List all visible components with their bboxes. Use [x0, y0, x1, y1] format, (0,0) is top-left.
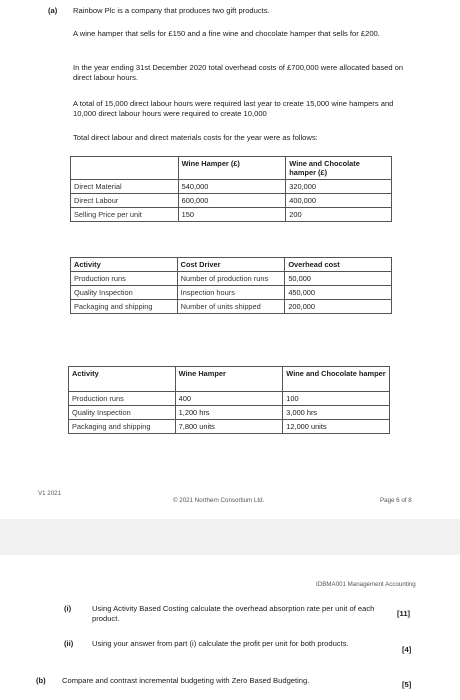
table-cell: Production runs: [71, 272, 178, 286]
table-cell: 50,000: [285, 272, 392, 286]
table-cell: Inspection hours: [177, 286, 285, 300]
table-cell: 200: [286, 208, 392, 222]
costs-table: [70, 156, 392, 222]
paragraph-hampers: A wine hamper that sells for £150 and a fine wine and chocolate hamper that sells for £200.: [73, 29, 380, 38]
table-header-cell: Cost Driver: [177, 258, 285, 272]
table-cell: Production runs: [69, 392, 176, 406]
table-cell: Quality Inspection: [71, 286, 178, 300]
table-cell: Direct Labour: [71, 194, 179, 208]
activity-cost-table: [70, 257, 392, 314]
marks-label: [11]: [397, 609, 411, 618]
sub-question-text: Using your answer from part (i) calculate the profit per unit for both products.: [92, 639, 349, 648]
table-row: [71, 194, 392, 208]
sub-question-text: Using Activity Based Costing calculate the overhead absorption rate per unit of each product.: [92, 604, 375, 623]
table-header-cell: Wine and Chocolate hamper: [283, 367, 390, 392]
table-cell: 400: [175, 392, 283, 406]
paragraph-labour-hours: A total of 15,000 direct labour hours were required last year to create 15,000 wine hampers and 10,000 direct labour hours were required to create 10,000: [73, 99, 394, 118]
question-b-text: Compare and contrast incremental budgeting with Zero Based Budgeting.: [62, 676, 310, 685]
version-label: V1 2021: [38, 490, 62, 497]
table-cell: 12,000 units: [283, 420, 390, 434]
table-cell: 400,000: [286, 194, 392, 208]
page-number: Page 6 of 8: [380, 497, 412, 504]
table-row: [71, 208, 392, 222]
table-header-row: [69, 367, 390, 392]
table-cell: Packaging and shipping: [69, 420, 176, 434]
table-row: [69, 406, 390, 420]
table-cell: Quality Inspection: [69, 406, 176, 420]
table-header-row: [71, 258, 392, 272]
page-break: [0, 519, 460, 555]
paragraph-costs-intro: Total direct labour and direct materials costs for the year were as follows:: [73, 133, 318, 142]
marks-label: [4]: [402, 645, 412, 654]
table-header-row: [71, 157, 392, 180]
table-cell: 450,000: [285, 286, 392, 300]
table-cell: Direct Material: [71, 180, 179, 194]
paragraph-overheads: In the year ending 31st December 2020 total overhead costs of £700,000 were allocated based on direct labour hours.: [73, 63, 404, 82]
table-cell: Selling Price per unit: [71, 208, 179, 222]
question-a-marker: (a): [48, 6, 58, 15]
marks-label: [5]: [402, 680, 412, 689]
table-cell: 320,000: [286, 180, 392, 194]
table-cell: Packaging and shipping: [71, 300, 178, 314]
table-row: [69, 420, 390, 434]
table-cell: 150: [178, 208, 286, 222]
table-cell: 200,000: [285, 300, 392, 314]
table-cell: Number of production runs: [177, 272, 285, 286]
table-cell: 1,200 hrs: [175, 406, 283, 420]
module-header: IDBMA001 Management Accounting: [316, 581, 416, 588]
table-cell: 100: [283, 392, 390, 406]
question-b-marker: (b): [36, 676, 46, 685]
table-header-cell: Wine and Chocolate hamper (£): [286, 157, 392, 180]
sub-question-marker: (ii): [64, 639, 74, 648]
table-cell: 3,000 hrs: [283, 406, 390, 420]
activity-usage-table: [68, 366, 390, 434]
table-header-cell: Overhead cost: [285, 258, 392, 272]
table-row: [71, 272, 392, 286]
table-header-cell: [71, 157, 179, 180]
table-cell: 600,000: [178, 194, 286, 208]
table-row: [69, 392, 390, 406]
table-row: [71, 286, 392, 300]
table-header-cell: Wine Hamper (£): [178, 157, 286, 180]
table-header-cell: Activity: [71, 258, 178, 272]
copyright-notice: © 2021 Northern Consortium Ltd.: [173, 497, 265, 504]
table-cell: 7,800 units: [175, 420, 283, 434]
table-row: [71, 180, 392, 194]
table-cell: Number of units shipped: [177, 300, 285, 314]
table-cell: 540,000: [178, 180, 286, 194]
sub-question-marker: (i): [64, 604, 72, 613]
table-header-cell: Wine Hamper: [175, 367, 283, 392]
table-header-cell: Activity: [69, 367, 176, 392]
intro-text: Rainbow Plc is a company that produces two gift products.: [73, 6, 270, 15]
table-row: [71, 300, 392, 314]
